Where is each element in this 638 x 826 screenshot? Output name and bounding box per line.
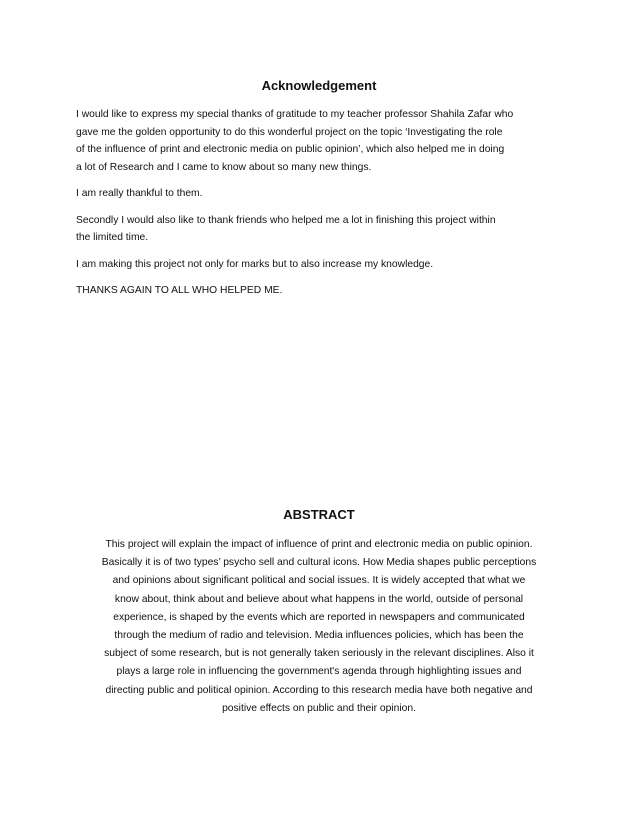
acknowledgement-paragraph: THANKS AGAIN TO ALL WHO HELPED ME. <box>76 285 283 296</box>
acknowledgement-paragraph: I would like to express my special thanks of gratitude to my teacher professor Shahila Zafar who gave me the golden opportunity to do this wonderful project on the topic ‘Investigating the role of the influence of print and electronic media on public opinion’, which also helped me in doing a lot of Research and I came to know about so many new things. <box>76 109 514 173</box>
abstract-heading: ABSTRACT <box>283 507 355 522</box>
acknowledgement-body <box>76 106 572 309</box>
acknowledgement-paragraph: Secondly I would also like to thank friends who helped me a lot in finishing this project within the limited time. <box>76 214 496 243</box>
acknowledgement-heading: Acknowledgement <box>261 78 377 93</box>
abstract-body <box>68 536 570 718</box>
acknowledgement-paragraph: I am really thankful to them. <box>76 188 203 199</box>
abstract-paragraph: This project will explain the impact of influence of print and electronic media on public opinion. Basically it is of two types’ psycho sell and cultural icons. How Media shapes public perceptions and opinions about significant political and social issues. It is widely accepted that what we know about, think about and believe about what happens in the world, outside of personal experience, is shaped by the events which are reported in newspapers and communicated through the medium of radio and television. Media influences policies, which has been the subject of some research, but is not generally taken seriously in the relevant disciplines. Also it plays a large role in influencing the government's agenda through highlighting issues and directing public and political opinion. According to this research media have both negative and positive effects on public and their opinion. <box>101 539 537 714</box>
acknowledgement-paragraph: I am making this project not only for marks but to also increase my knowledge. <box>76 258 434 270</box>
